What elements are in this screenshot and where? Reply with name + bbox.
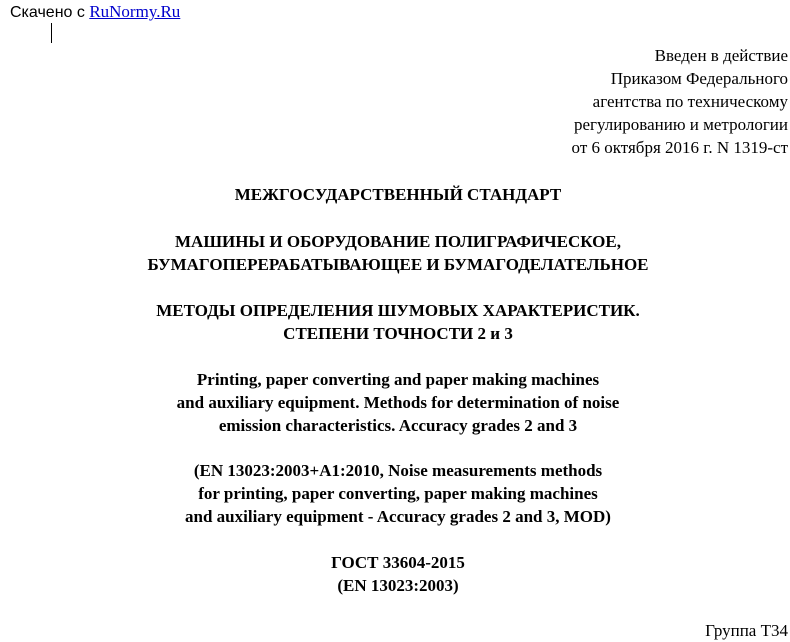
subtitle-russian-line: МЕТОДЫ ОПРЕДЕЛЕНИЯ ШУМОВЫХ ХАРАКТЕРИСТИК. [156,301,640,320]
reference-english-line: for printing, paper converting, paper making machines [198,484,598,503]
reference-english-line: and auxiliary equipment - Accuracy grades 2 and 3, MOD) [185,507,611,526]
standard-designation [0,551,790,597]
source-line [10,2,180,23]
title-english-line: and auxiliary equipment. Methods for determination of noise [176,393,620,412]
title-russian-line: БУМАГОПЕРЕРАБАТЫВАЮЩЕЕ И БУМАГОДЕЛАТЕЛЬНОЕ [147,255,649,274]
enactment-line: Введен в действие [654,46,788,65]
enactment-line: агентства по техническому [592,92,788,111]
source-link[interactable]: RuNormy.Ru [89,2,181,21]
designation-line: ГОСТ 33604-2015 [331,553,465,572]
reference-english-line: (EN 13023:2003+A1:2010, Noise measurements methods [193,461,603,480]
group-label: Группа Т34 [705,621,788,640]
standard-type-heading [0,183,790,206]
title-english-line: Printing, paper converting and paper making machines [196,370,600,389]
reference-english [0,459,790,528]
designation-line: (EN 13023:2003) [337,576,459,595]
title-english [0,368,790,437]
subtitle-russian [0,299,790,345]
title-russian [0,230,790,276]
standard-type: МЕЖГОСУДАРСТВЕННЫЙ СТАНДАРТ [234,185,562,204]
enactment-line: от 6 октября 2016 г. N 1319-ст [571,138,788,157]
title-russian-line: МАШИНЫ И ОБОРУДОВАНИЕ ПОЛИГРАФИЧЕСКОЕ, [175,232,621,251]
source-prefix: Скачено с [10,4,90,21]
subtitle-russian-line: СТЕПЕНИ ТОЧНОСТИ 2 и 3 [283,324,513,343]
title-english-line: emission characteristics. Accuracy grades 2 and 3 [218,416,578,435]
enactment-line: регулированию и метрологии [573,115,788,134]
enactment-line: Приказом Федерального [610,69,788,88]
text-cursor [51,23,52,43]
enactment-note [572,44,788,159]
